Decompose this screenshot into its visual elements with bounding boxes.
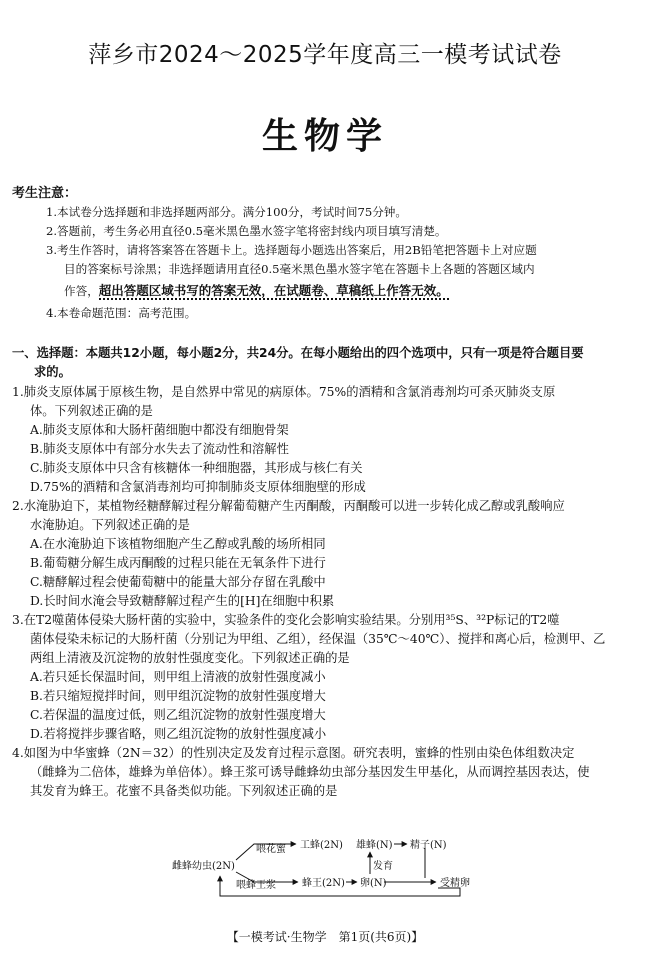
q1-stem: 1.肺炎支原体属于原核生物，是自然界中常见的病原体。75%的酒精和含氯消毒剂均可杀灭肺炎支原 — [12, 385, 556, 399]
q1-option-b: B.肺炎支原体中有部分水失去了流动性和溶解性 — [30, 442, 289, 456]
q1-option-c: C.肺炎支原体中只含有核糖体一种细胞器，其形成与核仁有关 — [30, 461, 363, 475]
notice-emphasis: 超出答题区域书写的答案无效，在试题卷、草稿纸上作答无效。 — [98, 283, 449, 298]
q3-option-b: B.若只缩短搅拌时间，则甲组沉淀物的放射性强度增大 — [30, 689, 326, 703]
page-footer: 【一模考试·生物学 第1页(共6页)】 — [226, 930, 424, 944]
bee-development-diagram — [170, 832, 490, 898]
q1-option-d: D.75%的酒精和含氯消毒剂均可抑制肺炎支原体细胞壁的形成 — [30, 480, 366, 494]
q2-option-d: D.长时间水淹会导致糖酵解过程产生的[H]在细胞中积累 — [30, 594, 335, 608]
node-fertilized-egg: 受精卵 — [440, 878, 470, 889]
q4-stem: 4.如图为中华蜜蜂（2N＝32）的性别决定及发育过程示意图。研究表明，蜜蜂的性别由染色体组数决定 — [12, 746, 575, 760]
q2-stem-cont: 水淹胁迫。下列叙述正确的是 — [30, 518, 190, 532]
notice-item-3-prefix: 作答， — [64, 284, 99, 298]
node-sperm: 精子(N) — [410, 840, 447, 851]
notice-item-1: 1.本试卷分选择题和非选择题两部分。满分100分，考试时间75分钟。 — [46, 205, 407, 219]
notice-item-3: 3.考生作答时，请将答案答在答题卡上。选择题每小题选出答案后，用2B铅笔把答题卡上对应题 — [46, 243, 537, 257]
q2-option-c: C.糖酵解过程会使葡萄糖中的能量大部分存留在乳酸中 — [30, 575, 326, 589]
q3-option-c: C.若保温的温度过低，则乙组沉淀物的放射性强度增大 — [30, 708, 326, 722]
node-worker: 工蜂(2N) — [300, 840, 343, 851]
subject-title: 生物学 — [261, 116, 388, 157]
section-heading: 一、选择题：本题共12小题，每小题2分，共24分。在每小题给出的四个选项中，只有一项是符合题目要 — [12, 346, 584, 360]
q1-stem-cont: 体。下列叙述正确的是 — [30, 404, 153, 418]
q2-stem: 2.水淹胁迫下，某植物经糖酵解过程分解葡萄糖产生丙酮酸，丙酮酸可以进一步转化成乙醇或乳酸响应 — [12, 499, 565, 513]
q3-option-d: D.若将搅拌步骤省略，则乙组沉淀物的放射性强度减小 — [30, 727, 327, 741]
q2-option-b: B.葡萄糖分解生成丙酮酸的过程只能在无氧条件下进行 — [30, 556, 326, 570]
q3-option-a: A.若只延长保温时间，则甲组上清液的放射性强度减小 — [30, 670, 326, 684]
notice-item-4: 4.本卷命题范围：高考范围。 — [46, 306, 197, 320]
q3-stem-cont-1: 菌体侵染未标记的大肠杆菌（分别记为甲组、乙组），经保温（35℃～40℃）、搅拌和离心后，检测甲、乙 — [30, 632, 606, 646]
label-royal-jelly: 喂蜂王浆 — [236, 880, 276, 891]
label-develop: 发育 — [373, 861, 393, 872]
node-egg: 卵(N) — [360, 878, 387, 889]
q1-option-a: A.肺炎支原体和大肠杆菌细胞中都没有细胞骨架 — [30, 423, 289, 437]
notice-item-3-last — [64, 281, 449, 301]
label-nectar: 喂花蜜 — [256, 844, 286, 855]
q4-stem-cont-2: 其发育为蜂王。花蜜不具备类似功能。下列叙述正确的是 — [30, 784, 338, 798]
node-larva: 雌蜂幼虫(2N) — [172, 861, 235, 872]
exam-title: 萍乡市2024～2025学年度高三一模考试试卷 — [88, 42, 562, 68]
q2-option-a: A.在水淹胁迫下该植物细胞产生乙醇或乳酸的场所相同 — [30, 537, 326, 551]
q4-stem-cont-1: （雌蜂为二倍体，雄蜂为单倍体）。蜂王浆可诱导雌蜂幼虫部分基因发生甲基化，从而调控基因表达，使 — [30, 765, 590, 779]
section-heading-cont: 求的。 — [34, 365, 71, 379]
q3-stem-cont-2: 两组上清液及沉淀物的放射性强度变化。下列叙述正确的是 — [30, 651, 350, 665]
notice-item-3-cont: 目的答案标号涂黑；非选择题请用直径0.5毫米黑色墨水签字笔在答题卡上各题的答题区域内 — [64, 262, 535, 276]
q3-stem: 3.在T2噬菌体侵染大肠杆菌的实验中，实验条件的变化会影响实验结果。分别用³⁵S、³²P标记的T2噬 — [12, 613, 560, 627]
notice-heading: 考生注意： — [12, 186, 78, 201]
node-queen: 蜂王(2N) — [302, 878, 345, 889]
notice-item-2: 2.答题前，考生务必用直径0.5毫米黑色墨水签字笔将密封线内项目填写清楚。 — [46, 224, 447, 238]
node-drone: 雄蜂(N) — [356, 840, 393, 851]
